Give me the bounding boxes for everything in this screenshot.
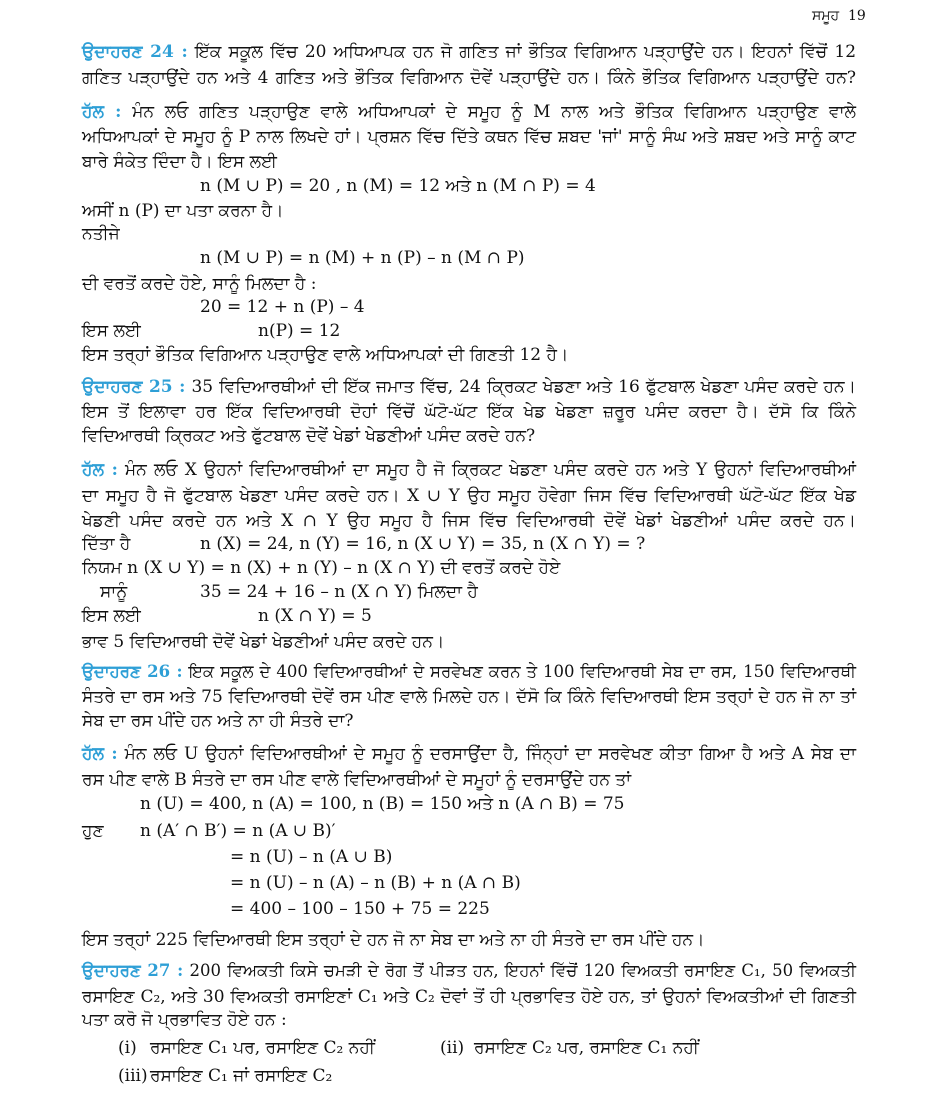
example-26-equation-2: n (A′ ∩ B′) = n (A ∪ B)′ — [140, 821, 336, 841]
example-24-solution-line-5: ਨਤੀਜੇ — [82, 224, 120, 244]
example-24-solution-line-1: ਹੱਲ : ਮੰਨ ਲਓ ਗਣਿਤ ਪੜ੍ਹਾਉਣ ਵਾਲੇ ਅਧਿਆਪਕਾਂ ਦੇ ਸਮੂਹ ਨੂੰ M ਨਾਲ ਅਤੇ ਭੌਤਿਕ ਵਿਗਿਆਨ ਪੜ੍ਹਾਉਣ ਵਾਲੇ — [82, 102, 856, 122]
example-27-part-ii-text: ਰਸਾਇਣ C₂ ਪਰ, ਰਸਾਇਣ C₁ ਨਹੀਂ — [474, 1038, 699, 1058]
example-26-solution-line-2: ਰਸ ਪੀਣ ਵਾਲੇ B ਸੰਤਰੇ ਦਾ ਰਸ ਪੀਣ ਵਾਲੇ ਵਿਦਿਆਰਥੀਆਂ ਦੇ ਸਮੂਹਾਂ ਨੂੰ ਦਰਸਾਉਂਦੇ ਹਨ ਤਾਂ — [82, 770, 632, 790]
example-26-equation-4: = n (U) – n (A) – n (B) + n (A ∩ B) — [230, 873, 521, 893]
example-26-question-line-3: ਸੇਬ ਦਾ ਰਸ ਪੀਂਦੇ ਹਨ ਅਤੇ ਨਾ ਹੀ ਸੰਤਰੇ ਦਾ? — [82, 711, 354, 731]
example-25-given-label: ਦਿੱਤਾ ਹੈ — [82, 534, 131, 554]
example-25-conclusion: ਭਾਵ 5 ਵਿਦਿਆਰਥੀ ਦੋਵੇਂ ਖੇਡਾਂ ਖੇਡਣੀਆਂ ਪਸੰਦ ਕਰਦੇ ਹਨ। — [82, 632, 445, 652]
example-27-part-i-number: (i) — [118, 1038, 137, 1058]
example-26-conclusion: ਇਸ ਤਰ੍ਹਾਂ 225 ਵਿਦਿਆਰਥੀ ਇਸ ਤਰ੍ਹਾਂ ਦੇ ਹਨ ਜੋ ਨਾ ਸੇਬ ਦਾ ਅਤੇ ਨਾ ਹੀ ਸੰਤਰੇ ਦਾ ਰਸ ਪੀਂਦੇ ਹਨ। — [82, 930, 705, 950]
example-25-solution-line-4: ਨਿਯਮ n (X ∪ Y) = n (X) + n (Y) – n (X ∩ Y) ਦੀ ਵਰਤੋਂ ਕਰਦੇ ਹੋਏ — [82, 558, 561, 578]
page-number: 19 — [848, 8, 866, 24]
example-27-part-ii-number: (ii) — [440, 1038, 465, 1058]
example-27-question-line-1: ਉਦਾਹਰਣ 27 : 200 ਵਿਅਕਤੀ ਕਿਸੇ ਚਮੜੀ ਦੇ ਰੋਗ ਤੋਂ ਪੀੜਤ ਹਨ, ਇਹਨਾਂ ਵਿੱਚੋਂ 120 ਵਿਅਕਤੀ ਰਸਾਇਣ C₁, 50 ਵਿਅਕਤੀ — [82, 961, 856, 980]
example-26-equation-5: = 400 – 100 – 150 + 75 = 225 — [230, 899, 490, 919]
example-27-label: ਉਦਾਹਰਣ 27 : — [82, 961, 184, 980]
example-25-label: ਉਦਾਹਰਣ 25 : — [82, 377, 186, 397]
example-24-solution-line-2: ਅਧਿਆਪਕਾਂ ਦੇ ਸਮੂਹ ਨੂੰ P ਨਾਲ ਲਿਖਦੇ ਹਾਂ। ਪ੍ਰਸ਼ਨ ਵਿੱਚ ਦਿੱਤੇ ਕਥਨ ਵਿੱਚ ਸ਼ਬਦ 'ਜਾਂ' ਸਾਨੂੰ ਸੰਘ ਅਤੇ ਸ਼ਬਦ ਅਤੇ ਸਾਨੂੰ ਕਾਟ — [82, 127, 856, 147]
example-26-solution-line-1: ਹੱਲ : ਮੰਨ ਲਓ U ਉਹਨਾਂ ਵਿਦਿਆਰਥੀਆਂ ਦੇ ਸਮੂਹ ਨੂੰ ਦਰਸਾਉਂਦਾ ਹੈ, ਜਿੰਨ੍ਹਾਂ ਦਾ ਸਰਵੇਖਣ ਕੀਤਾ ਗਿਆ ਹੈ ਅਤੇ A ਸੇਬ ਦਾ — [82, 744, 857, 764]
example-25-question-line-2: ਇਸ ਤੋਂ ਇਲਾਵਾ ਹਰ ਇੱਕ ਵਿਦਿਆਰਥੀ ਦੋਹਾਂ ਵਿੱਚੋਂ ਘੱਟੋ-ਘੱਟ ਇੱਕ ਖੇਡ ਖੇਡਣਾ ਜ਼ਰੂਰ ਪਸੰਦ ਕਰਦਾ ਹੈ। ਦੱਸੋ ਕਿ ਕਿੰਨੇ — [82, 402, 856, 422]
example-24-solution-line-3: ਬਾਰੇ ਸੰਕੇਤ ਦਿੰਦਾ ਹੈ। ਇਸ ਲਈ — [82, 152, 277, 172]
example-26-solution-label: ਹੱਲ : — [82, 744, 118, 764]
example-24-question-line-2: ਗਣਿਤ ਪੜ੍ਹਾਉਂਦੇ ਹਨ ਅਤੇ 4 ਗਣਿਤ ਅਤੇ ਭੌਤਿਕ ਵਿਗਿਆਨ ਦੋਵੇਂ ਪੜ੍ਹਾਉਂਦੇ ਹਨ। ਕਿੰਨੇ ਭੌਤਿਕ ਵਿਗਿਆਨ ਪੜ੍ਹਾਉਂਦੇ ਹਨ? — [82, 68, 856, 88]
example-24-solution-line-6: ਦੀ ਵਰਤੋਂ ਕਰਦੇ ਹੋਏ, ਸਾਨੂੰ ਮਿਲਦਾ ਹੈ : — [82, 274, 317, 294]
example-27-part-i-text: ਰਸਾਇਣ C₁ ਪਰ, ਰਸਾਇਣ C₂ ਨਹੀਂ — [150, 1038, 375, 1058]
example-24-equation-1: n (M ∪ P) = 20 , n (M) = 12 ਅਤੇ n (M ∩ P) = 4 — [200, 176, 596, 196]
example-24-solution-label: ਹੱਲ : — [82, 102, 122, 122]
page-header-title: ਸਮੂਹ — [812, 8, 840, 24]
example-25-hence-label: ਇਸ ਲਈ — [82, 606, 141, 626]
example-26-label: ਉਦਾਹਰਣ 26 : — [82, 662, 183, 681]
example-27-part-iii-number: (iii) — [118, 1066, 148, 1086]
example-24-conclusion: ਇਸ ਤਰ੍ਹਾਂ ਭੌਤਿਕ ਵਿਗਿਆਨ ਪੜ੍ਹਾਉਣ ਵਾਲੇ ਅਧਿਆਪਕਾਂ ਦੀ ਗਿਣਤੀ 12 ਹੈ। — [82, 345, 569, 365]
example-25-question-line-3: ਵਿਦਿਆਰਥੀ ਕ੍ਰਿਕਟ ਅਤੇ ਫੁੱਟਬਾਲ ਦੋਵੇਂ ਖੇਡਾਂ ਖੇਡਣੀਆਂ ਪਸੰਦ ਕਰਦੇ ਹਨ? — [82, 426, 536, 446]
example-27-part-iii-text: ਰਸਾਇਣ C₁ ਜਾਂ ਰਸਾਇਣ C₂ — [150, 1066, 333, 1086]
example-25-equation-2: 35 = 24 + 16 – n (X ∩ Y) ਮਿਲਦਾ ਹੈ — [200, 582, 478, 602]
example-24-label: ਉਦਾਹਰਣ 24 : — [82, 42, 188, 62]
example-26-equation-1: n (U) = 400, n (A) = 100, n (B) = 150 ਅਤੇ n (A ∩ B) = 75 — [140, 794, 625, 814]
example-24-question-line-1: ਉਦਾਹਰਣ 24 : ਇੱਕ ਸਕੂਲ ਵਿੱਚ 20 ਅਧਿਆਪਕ ਹਨ ਜੋ ਗਣਿਤ ਜਾਂ ਭੌਤਿਕ ਵਿਗਿਆਨ ਪੜ੍ਹਾਉਂਦੇ ਹਨ। ਇਹਨਾਂ ਵਿੱਚੋਂ 12 — [82, 42, 857, 62]
example-26-question-line-1: ਉਦਾਹਰਣ 26 : ਇਕ ਸਕੂਲ ਦੇ 400 ਵਿਦਿਆਰਥੀਆਂ ਦੇ ਸਰਵੇਖਣ ਕਰਨ ਤੇ 100 ਵਿਦਿਆਰਥੀ ਸੇਬ ਦਾ ਰਸ, 150 ਵਿਦਿਆਰਥੀ — [82, 662, 857, 681]
example-24-equation-4: n(P) = 12 — [258, 321, 341, 341]
example-25-we-label: ਸਾਨੂੰ — [100, 582, 128, 602]
example-25-equation-1: n (X) = 24, n (Y) = 16, n (X ∪ Y) = 35, n (X ∩ Y) = ? — [200, 534, 646, 554]
example-25-equation-3: n (X ∩ Y) = 5 — [258, 606, 372, 626]
example-25-solution-label: ਹੱਲ : — [82, 460, 118, 480]
example-25-question-line-1: ਉਦਾਹਰਣ 25 : 35 ਵਿਦਿਆਰਥੀਆਂ ਦੀ ਇੱਕ ਜਮਾਤ ਵਿੱਚ, 24 ਕ੍ਰਿਕਟ ਖੇਡਣਾ ਅਤੇ 16 ਫੁੱਟਬਾਲ ਖੇਡਣਾ ਪਸੰਦ ਕਰਦੇ ਹਨ। — [82, 377, 857, 397]
example-26-question-line-2: ਸੰਤਰੇ ਦਾ ਰਸ ਅਤੇ 75 ਵਿਦਿਆਰਥੀ ਦੋਵੇਂ ਰਸ ਪੀਣ ਵਾਲੇ ਮਿਲਦੇ ਹਨ। ਦੱਸੋ ਕਿ ਕਿੰਨੇ ਵਿਦਿਆਰਥੀ ਇਸ ਤਰ੍ਹਾਂ ਦੇ ਹਨ ਜੋ ਨਾ ਤਾਂ — [82, 687, 856, 707]
example-26-now-label: ਹੁਣ — [82, 821, 104, 841]
example-24-hence-label: ਇਸ ਲਈ — [82, 321, 141, 341]
example-27-question-line-3: ਪਤਾ ਕਰੋ ਜੋ ਪ੍ਰਭਾਵਿਤ ਹੋਏ ਹਨ : — [82, 1010, 287, 1030]
example-25-solution-line-3: ਖੇਡਣੀ ਪਸੰਦ ਕਰਦੇ ਹਨ ਅਤੇ X ∩ Y ਉਹ ਸਮੂਹ ਹੈ ਜਿਸ ਵਿੱਚ ਵਿਦਿਆਰਥੀ ਦੋਵੇਂ ਖੇਡਾਂ ਖੇਡਣੀਆਂ ਪਸੰਦ ਕਰਦੇ ਹਨ। — [82, 511, 856, 531]
example-25-solution-line-2: ਦਾ ਸਮੂਹ ਹੈ ਜੋ ਫੁੱਟਬਾਲ ਖੇਡਣਾ ਪਸੰਦ ਕਰਦੇ ਹਨ। X ∪ Y ਉਹ ਸਮੂਹ ਹੋਵੇਗਾ ਜਿਸ ਵਿੱਚ ਵਿਦਿਆਰਥੀ ਘੱਟੋ-ਘੱਟ ਇੱਕ ਖੇਡ — [82, 486, 856, 506]
example-25-solution-line-1: ਹੱਲ : ਮੰਨ ਲਓ X ਉਹਨਾਂ ਵਿਦਿਆਰਥੀਆਂ ਦਾ ਸਮੂਹ ਹੈ ਜੋ ਕ੍ਰਿਕਟ ਖੇਡਣਾ ਪਸੰਦ ਕਰਦੇ ਹਨ ਅਤੇ Y ਉਹਨਾਂ ਵਿਦਿਆਰਥੀਆਂ — [82, 460, 857, 480]
example-24-solution-line-4: ਅਸੀਂ n (P) ਦਾ ਪਤਾ ਕਰਨਾ ਹੈ। — [82, 201, 284, 221]
example-26-equation-3: = n (U) – n (A ∪ B) — [230, 847, 393, 867]
example-27-question-line-2: ਰਸਾਇਣ C₂, ਅਤੇ 30 ਵਿਅਕਤੀ ਰਸਾਇਣਾਂ C₁ ਅਤੇ C₂ ਦੋਵਾਂ ਤੋਂ ਹੀ ਪ੍ਰਭਾਵਿਤ ਹੋਏ ਹਨ, ਤਾਂ ਉਹਨਾਂ ਵਿਅਕਤੀਆਂ ਦੀ ਗਿਣਤੀ — [82, 987, 856, 1007]
example-24-equation-3: 20 = 12 + n (P) – 4 — [200, 297, 365, 317]
example-24-equation-2: n (M ∪ P) = n (M) + n (P) – n (M ∩ P) — [200, 248, 525, 268]
